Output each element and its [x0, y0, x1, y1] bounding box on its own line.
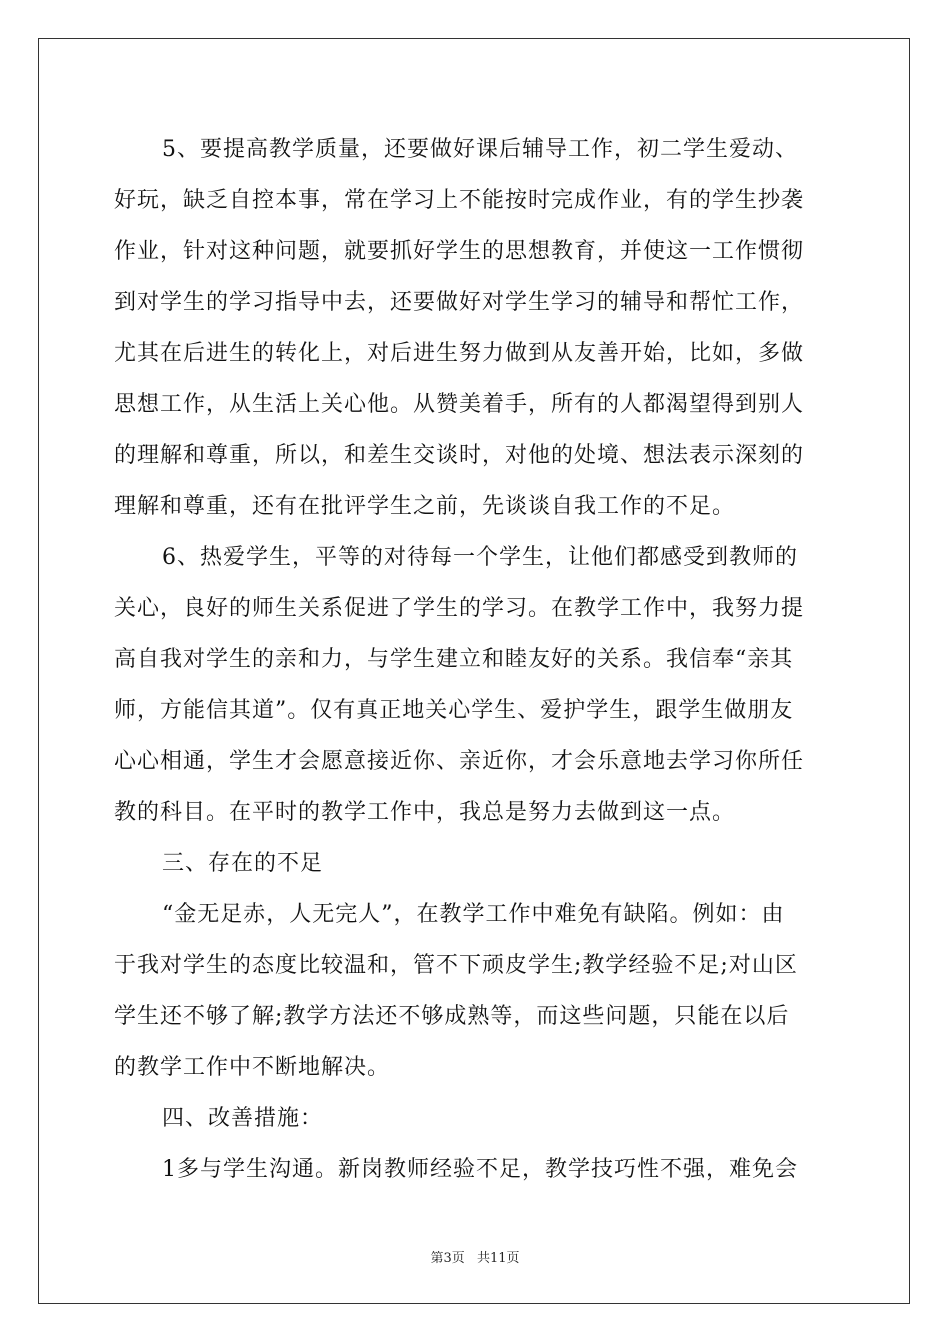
page-footer: [0, 1247, 950, 1266]
page-number: 第3页: [430, 1251, 465, 1266]
shortcomings-paragraph-line: 学生还不够了解;教学方法还不够成熟等，而这些问题，只能在以后: [114, 1004, 790, 1029]
shortcomings-paragraph-line: 于我对学生的态度比较温和，管不下顽皮学生;教学经验不足;对山区: [114, 953, 798, 978]
paragraph-5-line: 到对学生的学习指导中去，还要做好对学生学习的辅导和帮忙工作，: [114, 290, 805, 315]
paragraph-6-line: 心心相通，学生才会愿意接近你、亲近你，才会乐意地去学习你所任: [114, 749, 805, 774]
paragraph-6-line: 教的科目。在平时的教学工作中，我总是努力去做到这一点。: [114, 800, 736, 825]
shortcomings-paragraph-line: 的教学工作中不断地解决。: [114, 1055, 391, 1080]
paragraph-5-line: 作业，针对这种问题，就要抓好学生的思想教育，并使这一工作惯彻: [114, 239, 805, 264]
paragraph-6-line: 师，方能信其道”。仅有真正地关心学生、爱护学生，跟学生做朋友: [114, 698, 794, 723]
shortcomings-paragraph-line: “金无足赤，人无完人”，在教学工作中难免有缺陷。例如：由: [162, 902, 785, 927]
paragraph-6-line: 高自我对学生的亲和力，与学生建立和睦友好的关系。我信奉“亲其: [114, 647, 794, 672]
paragraph-5-line: 5、要提高教学质量，还要做好课后辅导工作，初二学生爱动、: [162, 137, 798, 162]
paragraph-5-line: 的理解和尊重，所以，和差生交谈时，对他的处境、想法表示深刻的: [114, 443, 805, 468]
page-total: 共11页: [476, 1251, 520, 1266]
paragraph-5-line: 理解和尊重，还有在批评学生之前，先谈谈自我工作的不足。: [114, 494, 736, 519]
paragraph-5-line: 好玩，缺乏自控本事，常在学习上不能按时完成作业，有的学生抄袭: [114, 188, 805, 213]
paragraph-5-line: 思想工作，从生活上关心他。从赞美着手，所有的人都渴望得到别人: [114, 392, 805, 417]
paragraph-6-line: 关心，良好的师生关系促进了学生的学习。在教学工作中，我努力提: [114, 596, 805, 621]
section-heading-shortcomings: 三、存在的不足: [162, 851, 324, 876]
section-heading-improvements: 四、改善措施：: [162, 1106, 324, 1131]
document-body: [114, 124, 834, 1195]
paragraph-6-line: 6、热爱学生，平等的对待每一个学生，让他们都感受到教师的: [162, 545, 798, 570]
paragraph-5-line: 尤其在后进生的转化上，对后进生努力做到从友善开始，比如，多做: [114, 341, 805, 366]
improvement-item-1-line: 1多与学生沟通。新岗教师经验不足，教学技巧性不强，难免会: [162, 1157, 798, 1182]
